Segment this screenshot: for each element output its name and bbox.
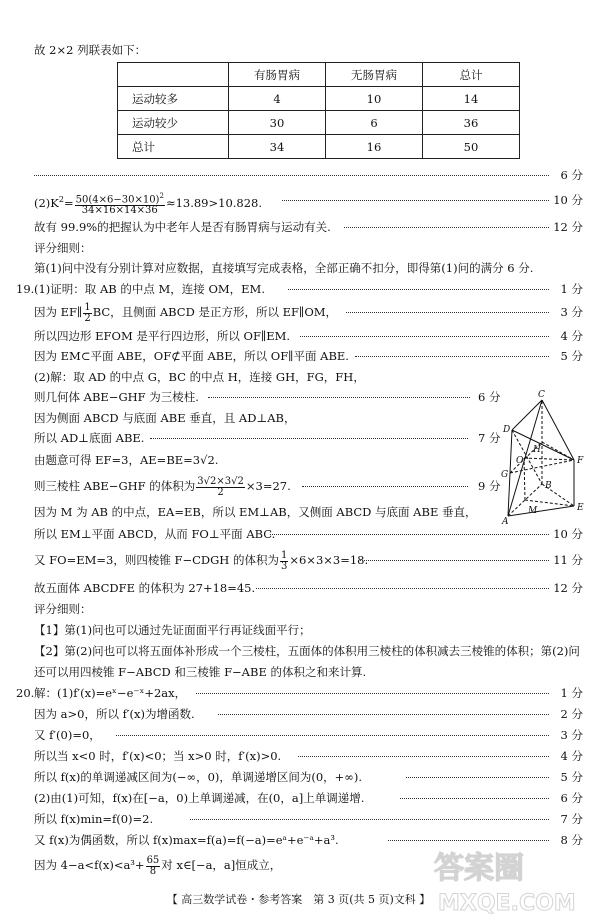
q20-line4: 所以当 x<0 时，f′(x)<0；当 x>0 时，f′(x)>0. 4 分 <box>34 749 583 763</box>
table-header-cell <box>118 63 229 87</box>
table-cell: 16 <box>326 135 423 159</box>
table-cell: 50 <box>423 135 520 159</box>
table-cell: 34 <box>229 135 326 159</box>
contingency-table <box>117 62 520 159</box>
q19-line9: 由题意可得 EF=3，AE=BE=3√2. <box>34 453 219 467</box>
q19-line8: 所以 AD⊥底面 ABE. 7 分 <box>34 431 501 445</box>
table-cell: 6 <box>326 111 423 135</box>
q20-line2: 因为 a>0，所以 f′(x)为增函数. 2 分 <box>34 707 583 721</box>
label-O: O <box>516 456 524 466</box>
label-A: A <box>502 517 509 527</box>
table-header-cell: 总计 <box>423 63 520 87</box>
q20-line9: 因为 4−a<f(x)<a³+ $\frac{65}{8}$ 对 x∈[−a，a]恒成立， <box>34 854 282 877</box>
q19-line6: 则几何体 ABE−GHF 为三棱柱. 6 分 <box>34 390 501 404</box>
label-B: B <box>545 481 552 491</box>
q19-line10: 则三棱柱 ABE−GHF 的体积为 $\frac{3√2\times 3√2}{2}$ ×3=27. 9 分 <box>34 475 501 498</box>
q20-line3: 又 f′(0)=0， 3 分 <box>34 728 583 742</box>
q19-line4: 因为 EM⊂平面 ABE，OF⊄平面 ABE，所以 OF∥平面 ABE. 5 分 <box>34 349 583 363</box>
table-header-cell: 有肠胃病 <box>229 63 326 87</box>
label-C: C <box>538 390 545 400</box>
table-cell: 10 <box>326 87 423 111</box>
page-footer: 【 高三数学试卷・参考答案 第 3 页(共 5 页)文科 】 <box>166 893 431 906</box>
table-cell: 14 <box>423 87 520 111</box>
svg-text:答案圈: 答案圈 <box>434 851 524 886</box>
q19-line11: 因为 M 为 AB 的中点，EA=EB，所以 EM⊥AB，又侧面 ABCD 与底面 ABE 垂直， <box>34 505 477 519</box>
table-cell: 30 <box>229 111 326 135</box>
table-header-cell: 无肠胃病 <box>326 63 423 87</box>
q19-line5: (2)解：取 AD 的中点 G，BC 的中点 H，连接 GH，FG，FH， <box>34 370 365 384</box>
label-H: H <box>533 445 541 455</box>
q19-line1: 19. (1)证明：取 AB 的中点 M，连接 OM，EM. 1 分 <box>16 282 583 296</box>
q19-rubric-3: 还可以用四棱锥 F−ABCD 和三棱锥 F−ABE 的体积之和来计算. <box>34 665 367 679</box>
score-line: 6 分 <box>0 167 597 183</box>
q19-line3: 所以四边形 EFOM 是平行四边形，所以 OF∥EM. 4 分 <box>34 329 583 343</box>
q19-line14: 故五面体 ABCDFE 的体积为 27+18=45. 12 分 <box>34 581 583 595</box>
q19-line13: 又 FO=EM=3，则四棱锥 F−CDGH 的体积为 $\frac{1}{3}$ ×6×3×3=18. 11 分 <box>34 549 583 572</box>
q19-line2: 因为 EF∥ $\frac{1}{2}$ BC，且侧面 ABCD 是正方形，所以 EF∥OM， 3 分 <box>34 301 583 324</box>
label-E: E <box>577 503 584 513</box>
q19-line12: 所以 EM⊥平面 ABCD，从而 FO⊥平面 ABC. 10 分 <box>34 527 583 541</box>
q19-rubric-2: 【2】第(2)问也可以将五面体补形成一个三棱柱，五面体的体积用三棱柱的体积减去三棱锥的体积；第(2)问 <box>34 644 580 658</box>
table-cell: 36 <box>423 111 520 135</box>
q19-rubric-title: 评分细则： <box>34 602 92 616</box>
rubric-1: 第(1)问中没有分别计算对应数据，直接填写完成表格，全部正确不扣分，即得第(1)问的满分 6 分. <box>34 261 534 275</box>
q19-line7: 因为侧面 ABCD 与底面 ABE 垂直，且 AD⊥AB， <box>34 411 296 425</box>
table-intro: 故 2×2 列联表如下： <box>34 43 147 57</box>
q20-line6: (2)由(1)可知，f(x)在[−a，0)上单调递减，在(0，a]上单调递增. 6 分 <box>34 791 583 805</box>
label-D: D <box>503 425 511 435</box>
table-header-row <box>118 63 520 87</box>
geometry-figure <box>500 388 592 528</box>
q20-line8: 又 f(x)为偶函数，所以 f(x)max=f(a)=f(−a)=eᵃ+e⁻ᵃ+a³. 8 分 <box>34 833 583 847</box>
k2-line: $(2)K^2=$ $\frac{50(4\times 6-30\times 10)^2}{34\times 16\times 14\times 36}$ ≈13.89>10.828. 10 分 <box>34 192 583 217</box>
table-cell: 总计 <box>118 135 229 159</box>
q19-rubric-1: 【1】第(1)问也可以通过先证面面平行再证线面平行； <box>34 623 311 637</box>
label-M: M <box>528 506 538 516</box>
table-cell: 4 <box>229 87 326 111</box>
q20-line5: 所以 f(x)的单调递减区间为(−∞，0)，单调递增区间为(0，+∞). 5 分 <box>34 770 583 784</box>
rubric-title: 评分细则： <box>34 241 92 255</box>
conclusion-line: 故有 99.9%的把握认为中老年人是否有肠胃病与运动有关. 12 分 <box>34 220 583 234</box>
q20-line1: 20. 解：(1)f′(x)=eˣ−e⁻ˣ+2ax， 1 分 <box>16 686 583 700</box>
svg-text:MXQE.COM: MXQE.COM <box>438 891 576 916</box>
table-cell: 运动较少 <box>118 111 229 135</box>
k2-fraction: $\frac{50(4\times 6-30\times 10)^2}{34\times 16\times 14\times 36}$ <box>75 192 164 217</box>
table-row <box>118 87 520 111</box>
q20-line7: 所以 f(x)min=f(0)=2. 7 分 <box>34 812 583 826</box>
table-cell: 运动较多 <box>118 87 229 111</box>
label-G: G <box>501 470 509 480</box>
table-row <box>118 135 520 159</box>
table-row <box>118 111 520 135</box>
label-F: F <box>577 456 584 466</box>
